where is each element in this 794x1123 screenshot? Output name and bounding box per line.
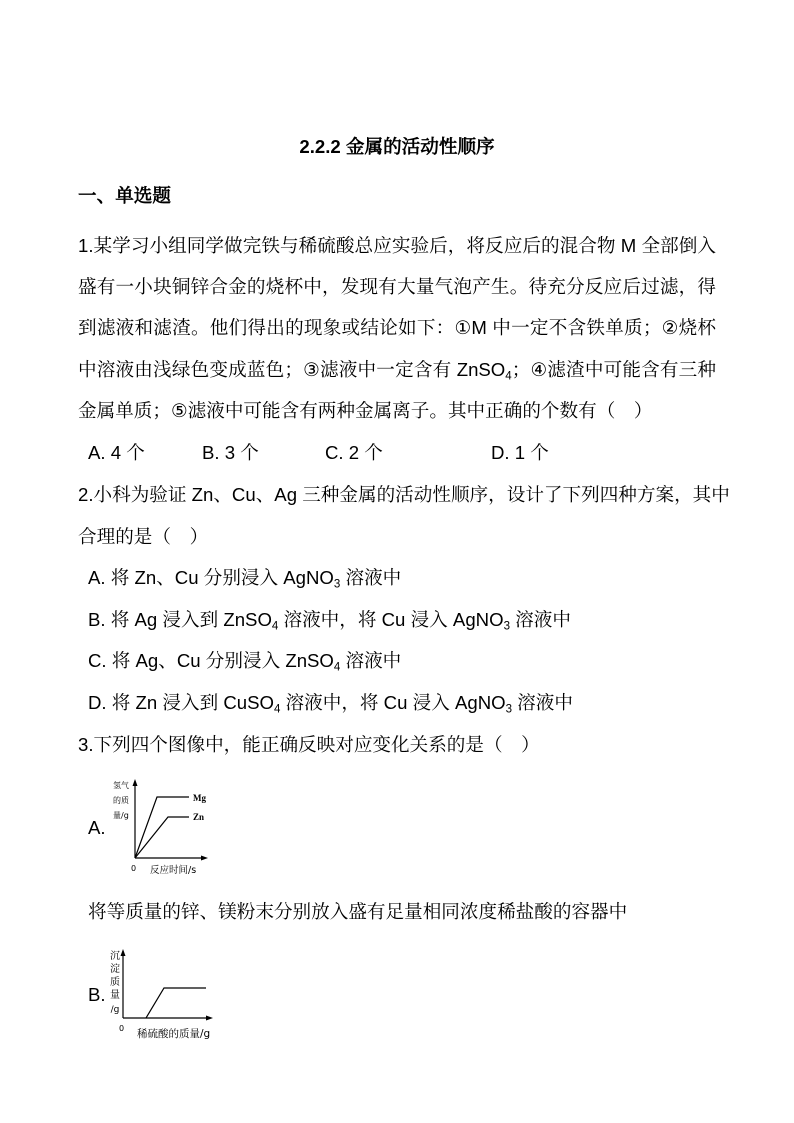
q1-option-c: C. 2 个 xyxy=(325,442,383,463)
subscript: 3 xyxy=(503,620,510,633)
q1-line-4-text: ；④滤渣中可能含有三种 xyxy=(511,359,717,380)
x-axis-label: 反应时间/s xyxy=(150,865,197,876)
option-text: 溶液中 xyxy=(340,650,402,671)
q3-option-a-caption: 将等质量的锌、镁粉末分别放入盛有足量相同浓度稀盐酸的容器中 xyxy=(88,901,628,922)
q2-line-1: 2.小科为验证 Zn、Cu、Ag 三种金属的活动性顺序，设计了下列四种方案，其中 xyxy=(78,484,730,505)
subscript: 4 xyxy=(333,661,341,674)
option-text: A. 将 Zn、Cu 分别浸入 AgNO xyxy=(88,567,334,588)
option-text: 溶液中 xyxy=(512,692,573,713)
y-axis-label-line: 的质 xyxy=(113,796,129,805)
y-axis-arrow xyxy=(133,779,138,786)
y-axis-label-char: /g xyxy=(110,1005,120,1015)
mg-series-label: Mg xyxy=(193,793,206,803)
q3-option-b-graph xyxy=(100,942,220,1042)
q3-option-a-graph xyxy=(100,770,218,880)
section-heading: 一、单选题 xyxy=(78,185,171,206)
q1-option-b: B. 3 个 xyxy=(202,442,259,463)
zn-series-label: Zn xyxy=(193,812,205,822)
q1-option-a: A. 4 个 xyxy=(88,442,145,463)
q1-line-4-text: 中溶液由浅绿色变成蓝色；③滤液中一定含有 ZnSO xyxy=(78,359,506,380)
q3-stem: 3.下列四个图像中，能正确反映对应变化关系的是（ ） xyxy=(78,734,540,755)
q1-line-1: 1.某学习小组同学做完铁与稀硫酸总应实验后，将反应后的混合物 M 全部倒入 xyxy=(78,235,716,256)
zn-curve xyxy=(135,817,189,858)
subscript: 4 xyxy=(271,620,279,633)
y-axis-label-char: 质 xyxy=(110,977,120,988)
x-axis-label: 稀硫酸的质量/g xyxy=(137,1028,211,1040)
option-text: 溶液中 xyxy=(509,609,571,630)
subscript: 4 xyxy=(273,703,281,716)
q2-option-d xyxy=(88,690,573,716)
subscript: 3 xyxy=(333,578,341,591)
y-axis-label-char: 沉 xyxy=(110,951,120,962)
y-axis-arrow xyxy=(121,949,126,956)
q2-option-b xyxy=(88,607,571,633)
x-axis-arrow xyxy=(206,1016,213,1021)
q3-option-a-label: A. xyxy=(88,817,106,838)
q1-line-2: 盛有一小块铜锌合金的烧杯中，发现有大量气泡产生。待充分反应后过滤，得 xyxy=(78,276,716,297)
x-axis-arrow xyxy=(201,856,208,861)
q2-line-2: 合理的是（ ） xyxy=(78,526,209,547)
q1-line-5: 金属单质；⑤滤液中可能含有两种金属离子。其中正确的个数有（ ） xyxy=(78,400,653,421)
q2-option-c xyxy=(88,648,401,674)
option-text: D. 将 Zn 浸入到 CuSO xyxy=(88,692,274,713)
q1-line-4 xyxy=(78,357,716,383)
option-text: 溶液中，将 Cu 浸入 AgNO xyxy=(278,609,504,630)
y-axis-label-char: 量 xyxy=(110,990,120,1001)
origin-label: 0 xyxy=(119,1024,125,1033)
subscript: 3 xyxy=(505,703,513,716)
q1-line-3: 到滤液和滤渣。他们得出的现象或结论如下：①M 中一定不含铁单质；②烧杯 xyxy=(78,317,716,338)
y-axis-label-line: 氢气 xyxy=(113,781,129,790)
subscript: 4 xyxy=(505,370,512,383)
y-axis-label-char: 淀 xyxy=(110,964,120,975)
precipitate-curve xyxy=(146,988,206,1018)
option-text: 溶液中，将 Cu 浸入 AgNO xyxy=(280,692,506,713)
q3-option-b-label: B. xyxy=(88,984,106,1005)
option-text: 溶液中 xyxy=(340,567,402,588)
option-text: B. 将 Ag 浸入到 ZnSO xyxy=(88,609,272,630)
y-axis-label-line: 量/g xyxy=(113,811,129,820)
q1-option-d: D. 1 个 xyxy=(491,442,549,463)
q2-option-a xyxy=(88,565,401,591)
option-text: C. 将 Ag、Cu 分别浸入 ZnSO xyxy=(88,650,334,671)
page-title: 2.2.2 金属的活动性顺序 xyxy=(299,136,495,157)
origin-label: 0 xyxy=(131,864,137,873)
